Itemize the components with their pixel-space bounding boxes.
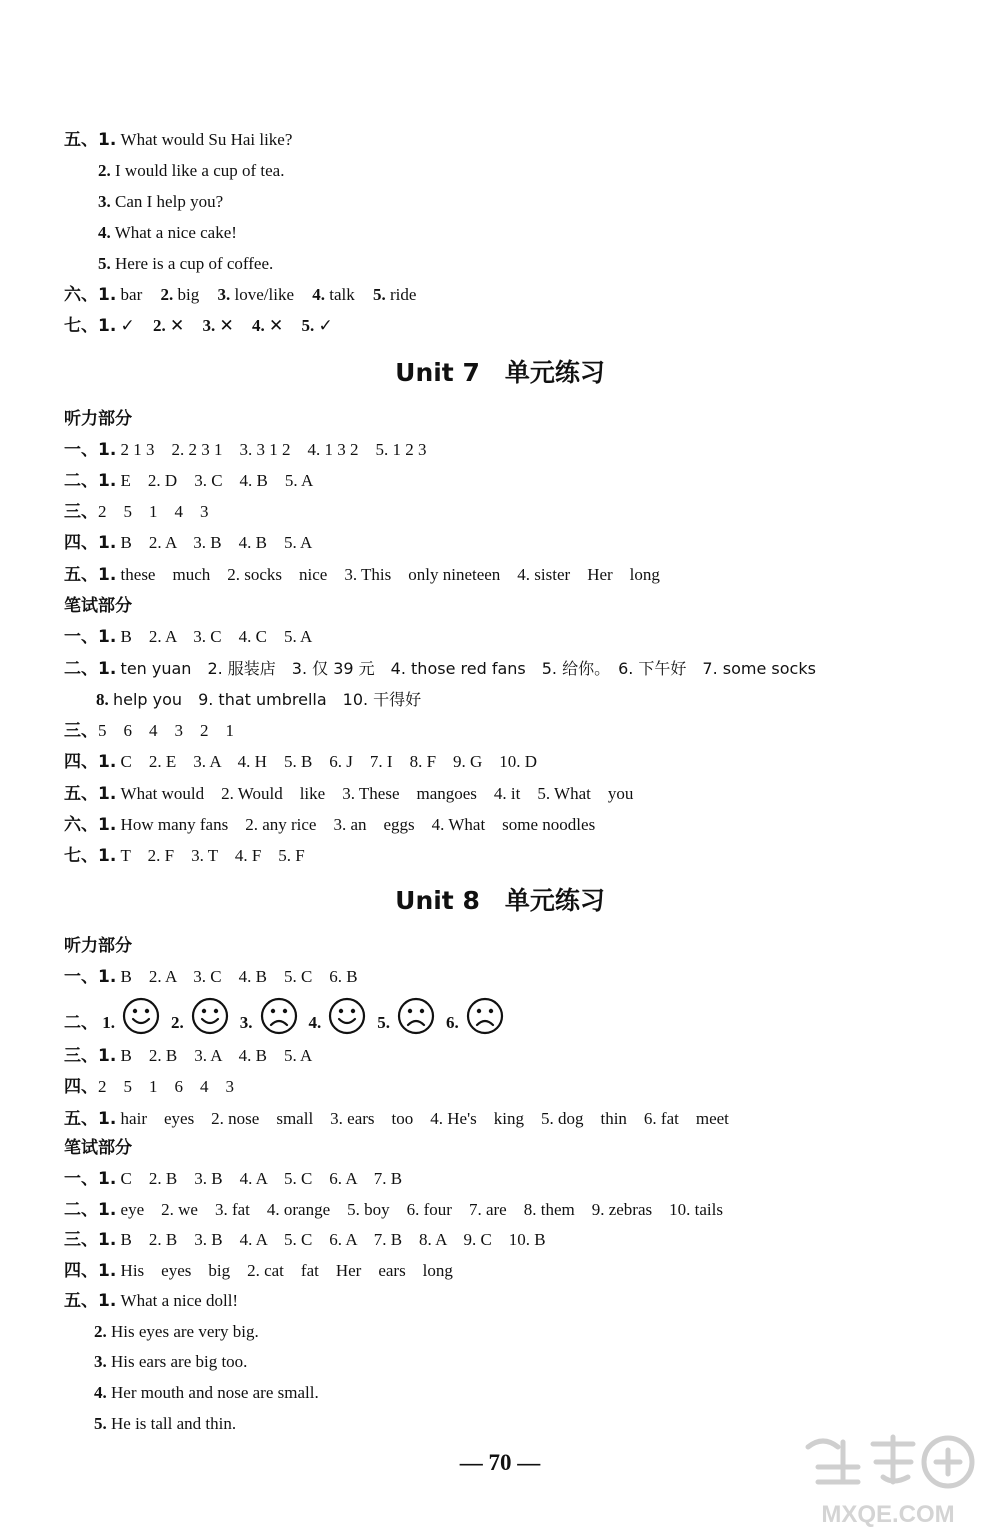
face-label: 2.	[171, 1012, 184, 1032]
unit7-listening-heading: 听力部分	[64, 409, 132, 429]
unit8-w5-line-5: 5. He is tall and thin.	[94, 1414, 237, 1433]
watermark-logo	[788, 1422, 988, 1532]
face-label: 6.	[446, 1012, 459, 1032]
face-label: 5.	[377, 1012, 390, 1032]
top-s5-line-5: 5. Here is a cup of coffee.	[98, 254, 274, 273]
unit8-title: Unit 8 单元练习	[395, 886, 605, 915]
unit8-l1: 一、1. B 2. A 3. C 4. B 5. C 6. B	[64, 967, 358, 987]
unit7-l3: 三、2 5 1 4 3	[64, 502, 209, 522]
unit7-w2a: 二、1. ten yuan 2. 服装店 3. 仅 39 元 4. those red fans 5. 给你。 6. 下午好 7. some socks	[64, 659, 816, 679]
unit8-w5-line-3: 3. His ears are big too.	[94, 1352, 248, 1371]
top-s5-line-2: 2. I would like a cup of tea.	[98, 161, 285, 180]
unit8-w3: 三、1. B 2. B 3. B 4. A 5. C 6. A 7. B 8. A 9. C 10. B	[64, 1230, 546, 1250]
face-label: 1.	[102, 1012, 115, 1032]
sad-face-icon	[465, 996, 505, 1052]
unit8-w5-line-2: 2. His eyes are very big.	[94, 1322, 259, 1341]
unit8-w5-line-1: 五、1. What a nice doll!	[64, 1291, 239, 1311]
checkmark-icon: ✓	[318, 316, 333, 335]
unit7-title: Unit 7 单元练习	[395, 358, 605, 387]
happy-face-icon	[190, 996, 230, 1052]
unit8-l4: 四、2 5 1 6 4 3	[64, 1077, 234, 1097]
sad-face-icon	[396, 996, 436, 1052]
unit8-listening-heading: 听力部分	[64, 936, 132, 956]
unit8-written-heading: 笔试部分	[64, 1138, 132, 1158]
checkmark-icon: ✓	[120, 316, 135, 335]
top-s6-line: 六、1. bar 2. big 3. love/like 4. talk 5. ride	[64, 285, 417, 305]
unit7-w4: 四、1. C 2. E 3. A 4. H 5. B 6. J 7. I 8. F 9. G 10. D	[64, 752, 538, 772]
unit7-w2b: 8. help you 9. that umbrella 10. 干得好	[96, 690, 422, 709]
watermark-text: MXQE.COM	[821, 1501, 955, 1528]
unit8-l3: 三、1. B 2. B 3. A 4. B 5. A	[64, 1046, 313, 1066]
top-s7-line: 七、1. ✓ 2. ✕ 3. ✕ 4. ✕ 5. ✓	[64, 316, 333, 336]
unit7-w7: 七、1. T 2. F 3. T 4. F 5. F	[64, 846, 305, 866]
unit8-w1: 一、1. C 2. B 3. B 4. A 5. C 6. A 7. B	[64, 1169, 403, 1189]
top-s5-line-3: 3. Can I help you?	[98, 192, 224, 211]
top-s5-line-1: 五、1. What would Su Hai like?	[64, 130, 293, 150]
face-label: 3.	[239, 1012, 253, 1032]
unit7-l2: 二、1. E 2. D 3. C 4. B 5. A	[64, 471, 314, 491]
page-number: — 70 —	[459, 1450, 541, 1475]
unit8-l5: 五、1. hair eyes 2. nose small 3. ears too 4. He's king 5. dog thin 6. fat meet	[64, 1109, 729, 1129]
unit8-w5-line-4: 4. Her mouth and nose are small.	[94, 1383, 319, 1402]
top-s5-line-4: 4. What a nice cake!	[98, 223, 237, 242]
unit7-w5: 五、1. What would 2. Would like 3. These mangoes 4. it 5. What you	[64, 784, 634, 804]
unit7-l4: 四、1. B 2. A 3. B 4. B 5. A	[64, 533, 313, 553]
unit8-l2-faces: 二、 1. 2. 3. 4. 5. 6.	[64, 996, 515, 1052]
cross-icon: ✕	[219, 316, 234, 335]
unit7-l1: 一、1. 2 1 3 2. 2 3 1 3. 3 1 2 4. 1 3 2 5. 1 2 3	[64, 440, 427, 460]
unit8-w2: 二、1. eye 2. we 3. fat 4. orange 5. boy 6. four 7. are 8. them 9. zebras 10. tails	[64, 1200, 723, 1220]
happy-face-icon	[121, 996, 161, 1052]
unit7-w3: 三、5 6 4 3 2 1	[64, 721, 234, 741]
cross-icon: ✕	[170, 316, 185, 335]
face-label: 4.	[308, 1012, 322, 1032]
unit7-written-heading: 笔试部分	[64, 596, 132, 616]
unit7-w1: 一、1. B 2. A 3. C 4. C 5. A	[64, 627, 313, 647]
happy-face-icon	[327, 996, 367, 1052]
cross-icon: ✕	[269, 316, 284, 335]
sad-face-icon	[259, 996, 299, 1052]
unit7-l5: 五、1. these much 2. socks nice 3. This only nineteen 4. sister Her long	[64, 565, 660, 585]
unit7-w6: 六、1. How many fans 2. any rice 3. an eggs 4. What some noodles	[64, 815, 596, 835]
unit8-w4: 四、1. His eyes big 2. cat fat Her ears long	[64, 1261, 453, 1281]
